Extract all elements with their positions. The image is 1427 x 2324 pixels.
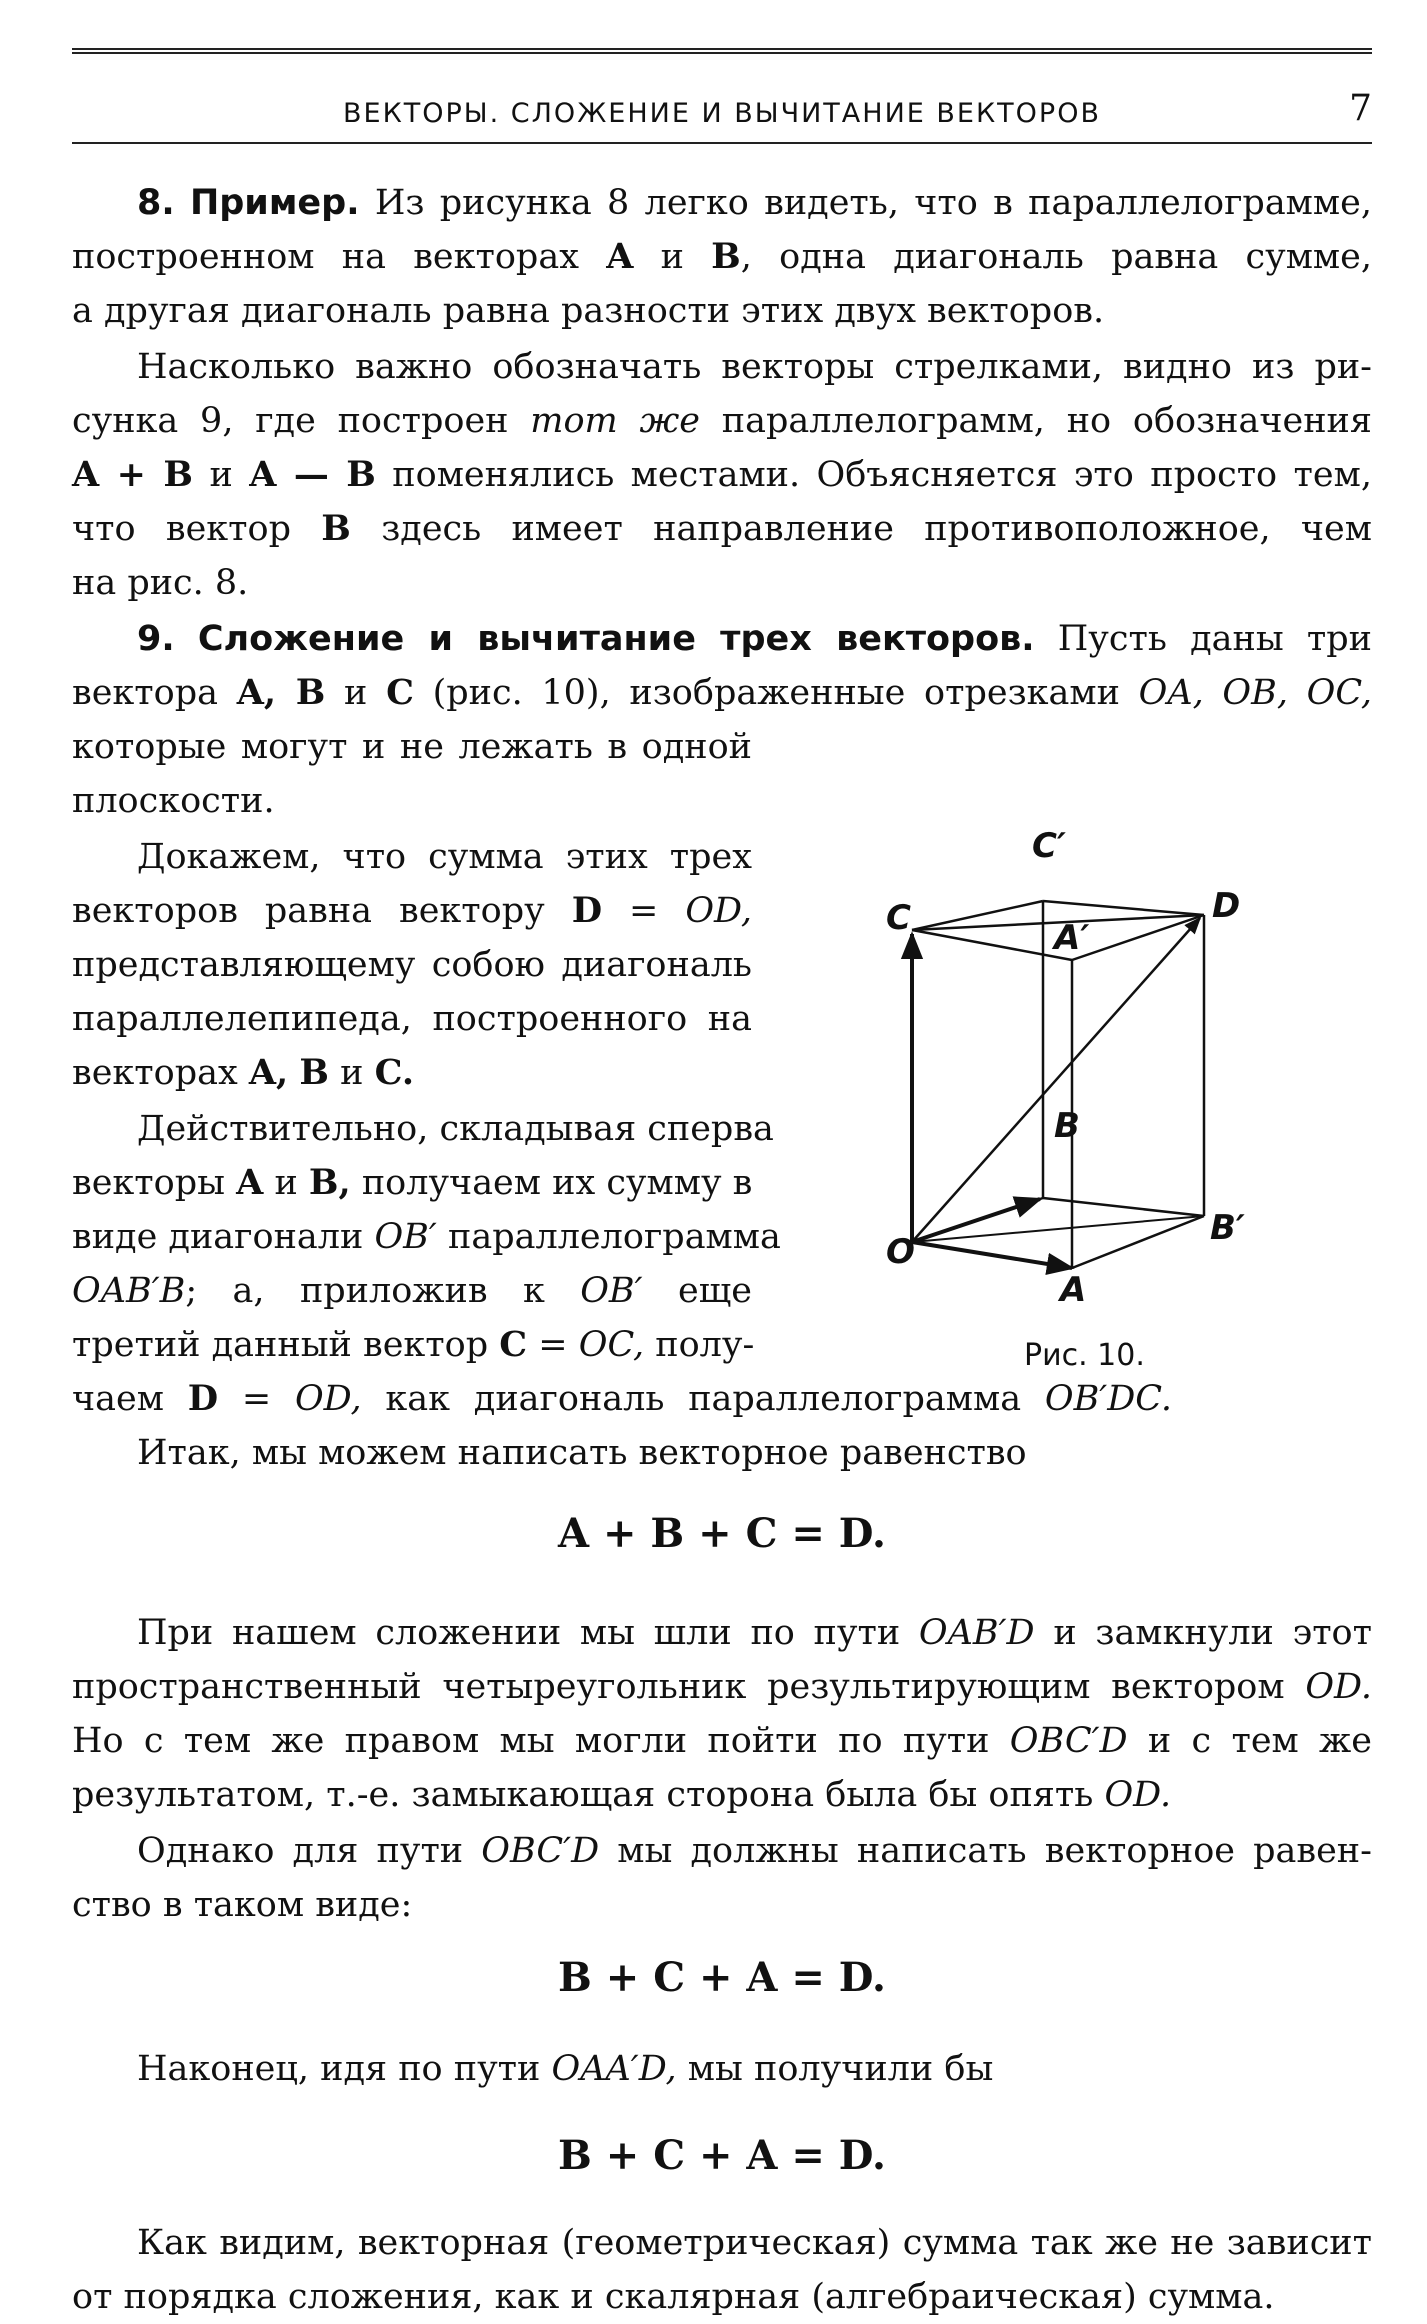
section-9-intro-cont: которые могут и не лежать в одной плоскости.: [72, 727, 752, 821]
label-A1: A′: [1054, 918, 1090, 958]
section-number: 9.: [137, 619, 175, 659]
label-C1: C′: [1032, 826, 1066, 866]
header-rule: [72, 142, 1372, 144]
label-B: B: [1054, 1106, 1080, 1146]
edge-B1A: [1072, 1216, 1204, 1268]
vector-A: [912, 1242, 1072, 1268]
indeed-paragraph: Действительно, складывая сперва векторы A и B, получаем их сумму в виде диагонали OB′ параллелограмма OAB′B; а, приложив к OB′ еще третий данный вектор C = OC, полу-: [72, 1109, 781, 1365]
label-C: C: [886, 898, 911, 938]
prove-paragraph: Докажем, что сумма этих трех векторов равна вектору D = OD, представляющему собою диагональ параллелепипеда, построенного на векторах A, B и C.: [72, 837, 752, 1093]
conclusion-paragraph: Как видим, векторная (геометрическая) сумма так же не зависит от порядка сложения, как и скалярная (алгебраическая) сумма.: [72, 2223, 1372, 2317]
section-8-paragraph: 8. Пример. Из рисунка 8 легко видеть, что в параллелограмме, построенном на векторах A и B, одна диагональ равна сумме, а другая диагональ равна разности этих двух векторов.: [72, 183, 1372, 331]
path-paragraph: При нашем сложении мы шли по пути OAB′D и замкнули этот пространственный четыреугольник результирующим вектором OD. Но с тем же правом мы могли пойти по пути OBC′D и с тем же результатом, т.-е. замыкающая сторона была бы опять OD.: [72, 1613, 1372, 1815]
indeed-last-line: чаем D = OD, как диагональ параллелограмма OB′DC.: [72, 1378, 1172, 1419]
vector-D: [912, 918, 1200, 1242]
thus-paragraph: Итак, мы можем написать векторное равенство: [137, 1433, 1027, 1473]
edge-C1D: [1043, 901, 1204, 915]
label-B1: B′: [1210, 1208, 1245, 1248]
label-O: O: [886, 1232, 915, 1272]
header-double-rule: [72, 48, 1372, 54]
formula-1: A + B + C = D.: [558, 1510, 886, 1557]
figure-10: [828, 768, 1388, 1408]
figure-caption: Рис. 10.: [1024, 1338, 1145, 1373]
label-D: D: [1212, 886, 1241, 926]
formula-3: B + C + A = D.: [558, 2132, 886, 2179]
finally-paragraph: Наконец, идя по пути OAA′D, мы получили бы: [137, 2049, 994, 2089]
parallelepiped-diagram: [828, 768, 1388, 1408]
running-title: ВЕКТОРЫ. СЛОЖЕНИЕ И ВЫЧИТАНИЕ ВЕКТОРОВ: [343, 98, 1101, 129]
section-heading: Пример.: [189, 183, 360, 223]
edge-BB1: [1043, 1198, 1204, 1216]
label-A: A: [1060, 1270, 1087, 1310]
section-9-intro: 9. Сложение и вычитание трех векторов. Пусть даны три вектора A, B и C (рис. 10), изображенные отрезками OA, OB, OC,: [72, 619, 1372, 713]
page: [72, 48, 1372, 2317]
page-number: 7: [1349, 88, 1372, 129]
running-header: [72, 70, 1372, 140]
arrows-paragraph: Насколько важно обозначать векторы стрелками, видно из ри- сунка 9, где построен тот же параллелограмм, но обозначения A + B и A — B поменялись местами. Объясняется это просто тем, что вектор B здесь имеет направление противоположное, чем на рис. 8.: [72, 347, 1372, 603]
section-number: 8.: [137, 183, 175, 223]
section-heading: Сложение и вычитание трех векторов.: [197, 619, 1035, 659]
formula-2: B + C + A = D.: [558, 1954, 886, 2001]
edge-A1C: [912, 930, 1072, 960]
however-paragraph: Однако для пути OBC′D мы должны написать векторное равен- ство в таком виде:: [72, 1831, 1372, 1925]
